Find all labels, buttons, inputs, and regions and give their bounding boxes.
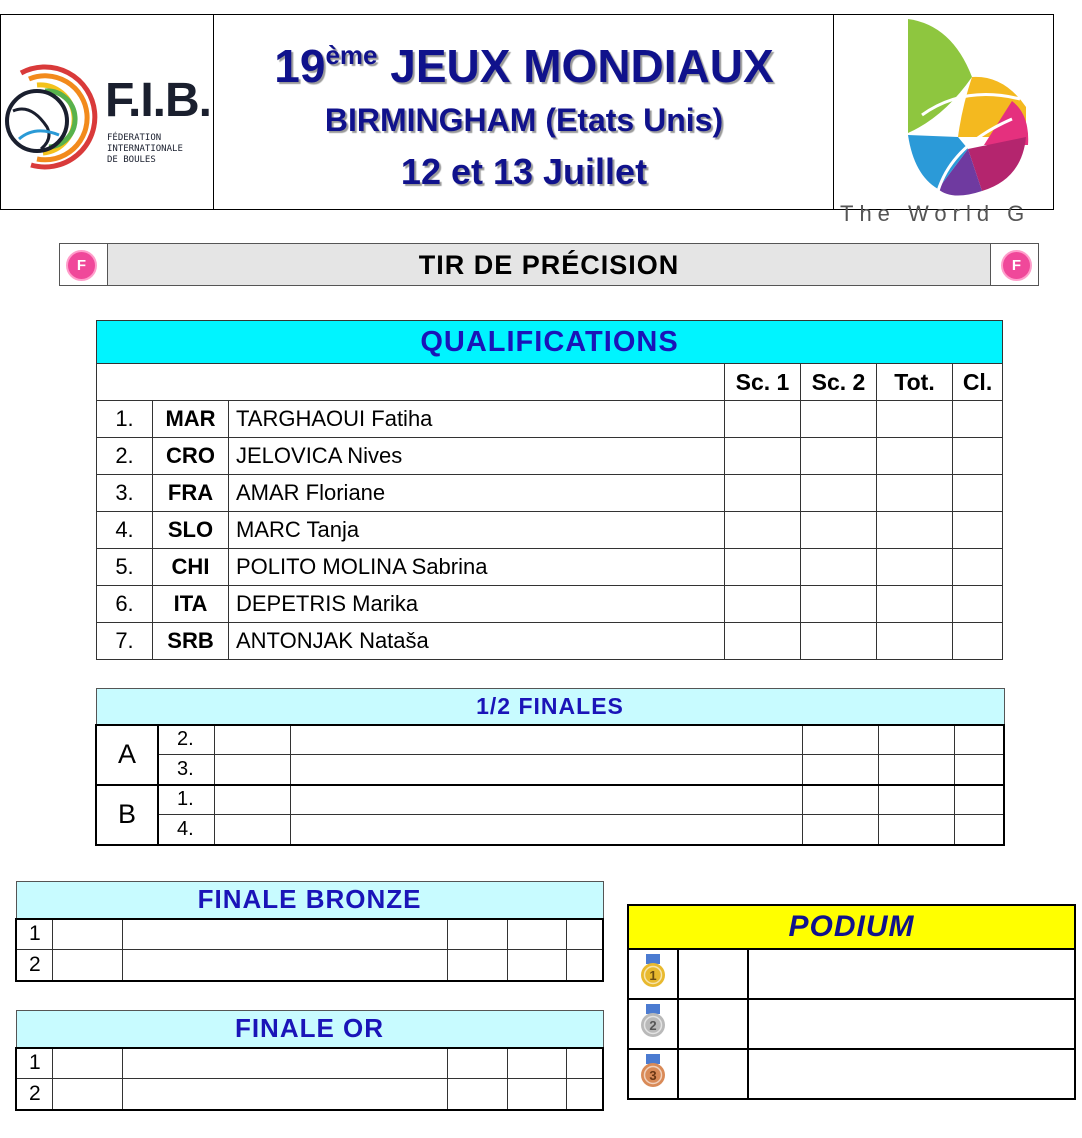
total-cell [954, 725, 1004, 755]
player-cell [122, 1079, 447, 1110]
fib-logo-cell [1, 15, 214, 209]
score-2-cell [801, 623, 877, 660]
table-row [16, 1079, 603, 1110]
female-badge-icon: F [66, 250, 97, 281]
player-cell [290, 725, 802, 755]
qualifications-table [96, 320, 1003, 660]
fib-abbreviation: F.I.B. [105, 74, 212, 127]
country-code: FRA [153, 475, 229, 512]
total-cell [954, 755, 1004, 785]
score-2-cell [878, 785, 954, 815]
player-name: JELOVICA Nives [229, 438, 725, 475]
player-name: MARC Tanja [229, 512, 725, 549]
country-cell [678, 1049, 748, 1099]
column-score-2: Sc. 2 [801, 364, 877, 401]
player-name: DEPETRIS Marika [229, 586, 725, 623]
bronze-medal-icon [628, 1049, 678, 1099]
row-number: 2 [16, 950, 52, 981]
score-1-cell [802, 755, 878, 785]
score-1-cell [725, 549, 801, 586]
table-row [97, 623, 1003, 660]
group-label: A [96, 725, 158, 785]
total-cell [566, 1048, 603, 1079]
country-cell [214, 755, 290, 785]
total-cell [954, 785, 1004, 815]
player-name: POLITO MOLINA Sabrina [229, 549, 725, 586]
country-code: SLO [153, 512, 229, 549]
score-1-cell [802, 725, 878, 755]
score-1-cell [802, 815, 878, 845]
podium-table [627, 904, 1076, 1100]
total-cell [566, 919, 603, 950]
gold-final-title: FINALE OR [16, 1011, 603, 1048]
female-badge-icon: F [1001, 250, 1032, 281]
table-row [628, 949, 1075, 999]
classement-cell [953, 475, 1003, 512]
country-code: ITA [153, 586, 229, 623]
score-2-cell [878, 725, 954, 755]
score-2-cell [878, 755, 954, 785]
title-block [214, 15, 834, 209]
semifinals-table [95, 688, 1005, 846]
column-classement: Cl. [953, 364, 1003, 401]
country-cell [52, 1079, 122, 1110]
score-2-cell [507, 919, 566, 950]
classement-cell [953, 438, 1003, 475]
player-rank: 5. [97, 549, 153, 586]
country-cell [678, 999, 748, 1049]
row-number: 1 [16, 919, 52, 950]
games-title: 19ème JEUX MONDIAUX [274, 40, 774, 92]
table-row [96, 785, 1004, 815]
score-2-cell [801, 401, 877, 438]
svg-text:3: 3 [649, 1067, 657, 1083]
country-cell [678, 949, 748, 999]
table-row [628, 999, 1075, 1049]
seed-number: 1. [158, 785, 214, 815]
column-score-1: Sc. 1 [725, 364, 801, 401]
fib-full-name: FÉDERATION INTERNATIONALE DE BOULES [107, 133, 183, 165]
bronze-final-title: FINALE BRONZE [16, 882, 603, 919]
total-cell [877, 475, 953, 512]
score-2-cell [801, 475, 877, 512]
score-1-cell [725, 401, 801, 438]
player-cell [290, 785, 802, 815]
gold-medal-icon [628, 949, 678, 999]
total-cell [877, 401, 953, 438]
table-row [96, 755, 1004, 785]
total-cell [877, 586, 953, 623]
table-row [16, 1048, 603, 1079]
country-cell [52, 919, 122, 950]
classement-cell [953, 401, 1003, 438]
table-row [97, 549, 1003, 586]
score-1-cell [447, 1079, 507, 1110]
world-games-logo-cell [834, 15, 1053, 226]
qualifications-title: QUALIFICATIONS [97, 321, 1003, 364]
player-cell [748, 999, 1075, 1049]
semifinals-title: 1/2 FINALES [96, 689, 1004, 725]
seed-number: 2. [158, 725, 214, 755]
player-cell [748, 949, 1075, 999]
score-2-cell [801, 438, 877, 475]
bronze-final-table [15, 881, 604, 982]
score-2-cell [507, 1079, 566, 1110]
world-games-caption: The World G [840, 201, 1031, 226]
score-1-cell [802, 785, 878, 815]
score-2-cell [507, 950, 566, 981]
classement-cell [953, 586, 1003, 623]
score-1-cell [447, 950, 507, 981]
player-rank: 7. [97, 623, 153, 660]
country-code: CRO [153, 438, 229, 475]
country-cell [214, 815, 290, 845]
country-cell [52, 950, 122, 981]
seed-number: 3. [158, 755, 214, 785]
table-row [96, 815, 1004, 845]
seed-number: 4. [158, 815, 214, 845]
total-cell [566, 1079, 603, 1110]
player-cell [122, 950, 447, 981]
total-cell [877, 512, 953, 549]
player-name: AMAR Floriane [229, 475, 725, 512]
group-label: B [96, 785, 158, 845]
score-2-cell [801, 549, 877, 586]
player-name: ANTONJAK Nataša [229, 623, 725, 660]
classement-cell [953, 512, 1003, 549]
player-rank: 6. [97, 586, 153, 623]
event-banner [59, 243, 1039, 286]
table-row [97, 475, 1003, 512]
svg-text:2: 2 [649, 1017, 657, 1033]
player-rank: 2. [97, 438, 153, 475]
player-rank: 1. [97, 401, 153, 438]
table-row [96, 725, 1004, 755]
table-row [97, 512, 1003, 549]
column-total: Tot. [877, 364, 953, 401]
score-1-cell [725, 475, 801, 512]
fib-emblem-icon [1, 55, 101, 185]
total-cell [954, 815, 1004, 845]
score-2-cell [507, 1048, 566, 1079]
gold-final-table [15, 1010, 604, 1111]
country-code: CHI [153, 549, 229, 586]
header-blank [97, 364, 725, 401]
player-cell [122, 1048, 447, 1079]
podium-title: PODIUM [628, 905, 1075, 949]
classement-cell [953, 623, 1003, 660]
country-cell [214, 725, 290, 755]
score-1-cell [447, 1048, 507, 1079]
score-2-cell [878, 815, 954, 845]
player-rank: 4. [97, 512, 153, 549]
table-row [97, 438, 1003, 475]
total-cell [877, 549, 953, 586]
total-cell [877, 623, 953, 660]
row-number: 2 [16, 1079, 52, 1110]
score-2-cell [801, 586, 877, 623]
player-rank: 3. [97, 475, 153, 512]
score-1-cell [725, 512, 801, 549]
total-cell [877, 438, 953, 475]
document-header [0, 14, 1054, 226]
player-name: TARGHAOUI Fatiha [229, 401, 725, 438]
country-code: MAR [153, 401, 229, 438]
games-dates: 12 et 13 Juillet [400, 151, 648, 192]
event-name: TIR DE PRÉCISION [107, 244, 991, 285]
score-2-cell [801, 512, 877, 549]
player-cell [290, 755, 802, 785]
table-row [628, 1049, 1075, 1099]
score-1-cell [725, 623, 801, 660]
player-cell [122, 919, 447, 950]
player-cell [290, 815, 802, 845]
score-1-cell [725, 438, 801, 475]
score-1-cell [725, 586, 801, 623]
score-1-cell [447, 919, 507, 950]
player-cell [748, 1049, 1075, 1099]
country-code: SRB [153, 623, 229, 660]
svg-text:1: 1 [649, 967, 657, 983]
silver-medal-icon [628, 999, 678, 1049]
row-number: 1 [16, 1048, 52, 1079]
table-row [16, 919, 603, 950]
classement-cell [953, 549, 1003, 586]
total-cell [566, 950, 603, 981]
games-location: BIRMINGHAM (Etats Unis) [324, 102, 724, 138]
table-row [97, 401, 1003, 438]
table-row [16, 950, 603, 981]
country-cell [214, 785, 290, 815]
country-cell [52, 1048, 122, 1079]
table-row [97, 586, 1003, 623]
world-games-logo-icon [834, 15, 1053, 209]
